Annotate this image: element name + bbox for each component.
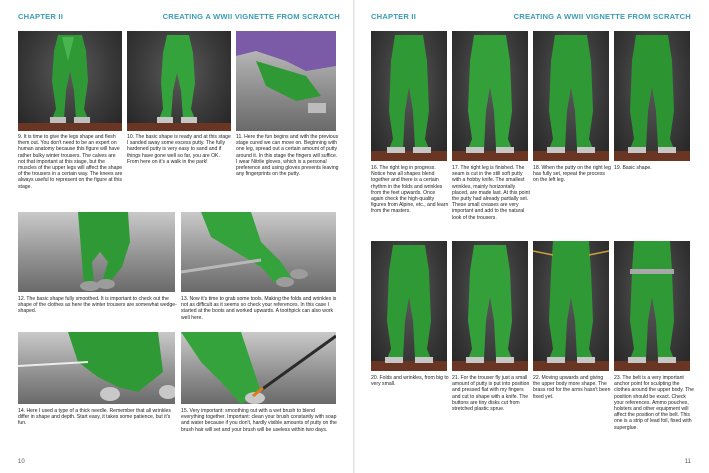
caption-step-10: 10. The basic shape is ready and at this stage I sanded away some excess putty. The fully hardened putty is very easy to sand and if things have gone well so far, you are OK. From here on it's a walk in the park! (127, 134, 231, 165)
figure-legs-illustration (533, 31, 609, 161)
photo-step-13 (181, 212, 336, 292)
caption-step-22: 22. Moving upwards and giving the upper body more shape. The brass rod for the arms hasn't been fixed yet. (533, 375, 611, 400)
right-page (355, 0, 709, 473)
photo-step-23 (614, 241, 690, 371)
chapter-title: CREATING A WWII VIGNETTE FROM SCRATCH (162, 12, 340, 21)
caption-step-9: 9. It is time to give the legs shape and flesh them out. You don't need to be an expert on human anatomy because this figure will have rather bulky winter trousers. The calves are not that important at this stage, but the muscles of the upper legs will affect the shape of the trousers in a certain way. The knees are always useful to represent on the figure at this stage. (18, 134, 123, 190)
chapter-title: CREATING A WWII VIGNETTE FROM SCRATCH (513, 12, 691, 21)
caption-step-17: 17. The right leg is finished. The seam is cut in the still soft putty with a hobby knife. The smallest wrinkles, mainly horizontally placed, are made last. At this point the putty had already partially set. These small creases are very important and add to the natural look of the trousers. (452, 165, 530, 221)
figure-torso-illustration (533, 241, 609, 371)
caption-step-18: 18. When the putty on the right leg has fully set, repeat the process on the left leg. (533, 165, 611, 184)
caption-step-13: 13. Now it's time to grab some tools. Making the folds and wrinkles is not as difficult as it seems so check your references. In this case I started at the boots and worked upwards. A toothpick can also work well here. (181, 296, 337, 321)
left-page (0, 0, 354, 473)
caption-step-21: 21. For the trouser fly just a small amount of putty is put into position and pressed flat with my fingers and cut to shape with a knife. The buttons are tiny disks cut from stretched plastic sprue. (452, 375, 530, 413)
photo-step-21 (452, 241, 528, 371)
photo-step-22 (533, 241, 609, 371)
figure-toothpick-illustration (181, 212, 336, 292)
photo-step-17 (452, 31, 528, 161)
gloved-hand-illustration (236, 31, 336, 131)
figure-legs-illustration (452, 31, 528, 161)
caption-step-11: 11. Here the fun begins and with the previous stage cured we can move on. Beginning with one leg, spread out a certain amount of putty around it. In this stage the fingers will suffice. I wear Nitrile gloves, which is a personal preference and using gloves prevents leaving any fingerprints on the putty. (236, 134, 339, 178)
caption-step-19: 19. Basic shape. (614, 165, 652, 171)
figure-legs-illustration (127, 31, 231, 131)
figure-needle-illustration (18, 332, 175, 404)
photo-step-20 (371, 241, 447, 371)
chapter-heading: CHAPTER II (18, 12, 64, 21)
figure-brush-illustration (181, 332, 336, 404)
figure-legs-illustration (452, 241, 528, 371)
page-number-left: 10 (18, 459, 25, 465)
figure-belt-illustration (614, 241, 690, 371)
chapter-heading: CHAPTER II (371, 12, 417, 21)
figure-legs-illustration (614, 31, 690, 161)
photo-step-14 (18, 332, 175, 404)
photo-step-9 (18, 31, 122, 131)
caption-step-23: 23. The belt is a very important anchor point for sculpting the clothes around the upper body. The position should be exact. Check your references. Ammo pouches, holsters and other equipment will affect the position of the belt. This one is a strip of lead foil, fixed with superglue. (614, 375, 694, 431)
photo-step-18 (533, 31, 609, 161)
caption-step-15: 15. Very important: smoothing out with a wet brush to blend everything together. Important: clean your brush constantly with soap and water because if you don't, hardly visible amounts of putty on the brush hair will set and your brush will be useless within two days. (181, 408, 337, 433)
figure-legs-illustration (371, 241, 447, 371)
figure-lying-illustration (18, 212, 175, 292)
caption-step-16: 16. The right leg in progress. Notice how all shapes blend together and there is a certain rhythm in the folds and wrinkles from the feet upwards. Once again check the high-quality figures from Alpine, etc., and learn from the masters. (371, 165, 449, 215)
photo-step-19 (614, 31, 690, 161)
caption-step-14: 14. Here I used a type of a thick needle. Remember that all wrinkles differ in shape and depth. Start easy, it takes some patience, but it's fun. (18, 408, 171, 427)
caption-step-12: 12. The basic shape fully smoothed. It is important to check out the shape of the clothes as here the winter trousers are somewhat wedge-shaped. (18, 296, 177, 315)
photo-step-10 (127, 31, 231, 131)
page-number-right: 11 (684, 459, 691, 465)
figure-legs-illustration (371, 31, 447, 161)
figure-legs-illustration (18, 31, 122, 131)
photo-step-15 (181, 332, 336, 404)
photo-step-12 (18, 212, 175, 292)
photo-step-11 (236, 31, 336, 131)
caption-step-20: 20. Folds and wrinkles, from big to very small. (371, 375, 449, 388)
photo-step-16 (371, 31, 447, 161)
